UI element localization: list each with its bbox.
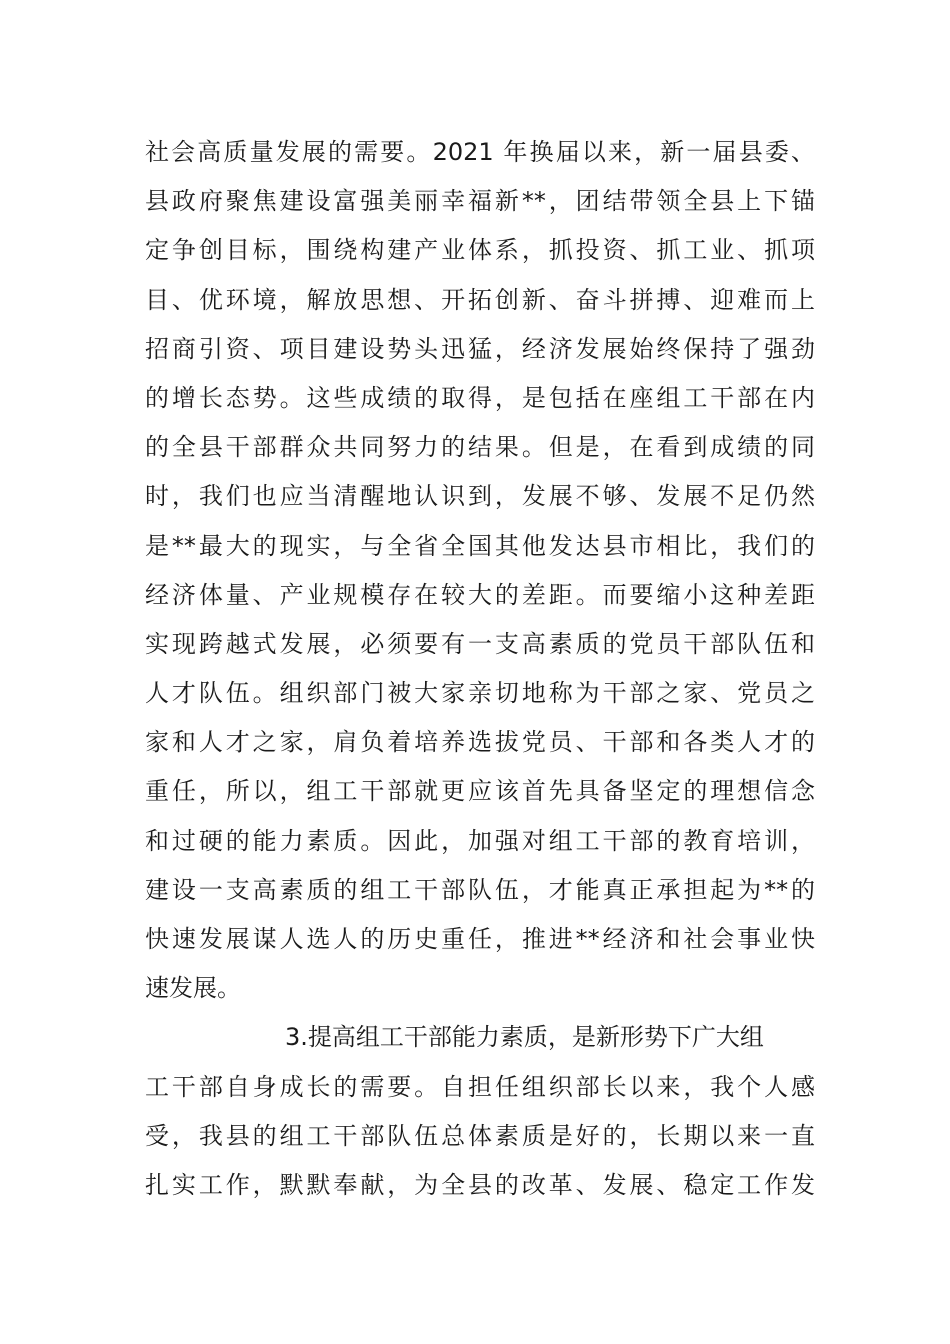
text-line: 目、优环境，解放思想、开拓创新、奋斗拼搏、迎难而上	[145, 285, 815, 314]
text-line: 受，我县的组工干部队伍总体素质是好的，长期以来一直	[145, 1121, 815, 1150]
section-heading-line: 3.提高组工干部能力素质，是新形势下广大组	[285, 1023, 764, 1052]
text-line: 和过硬的能力素质。因此，加强对组工干部的教育培训，	[145, 826, 815, 855]
text-line: 的全县干部群众共同努力的结果。但是，在看到成绩的同	[145, 433, 815, 462]
text-line: 经济体量、产业规模存在较大的差距。而要缩小这种差距	[145, 580, 815, 609]
text-line: 的增长态势。这些成绩的取得，是包括在座组工干部在内	[145, 383, 815, 412]
text-line: 招商引资、项目建设势头迅猛，经济发展始终保持了强劲	[145, 334, 815, 363]
text-line: 是**最大的现实，与全省全国其他发达县市相比，我们的	[145, 531, 815, 560]
text-line: 重任，所以，组工干部就更应该首先具备坚定的理想信念	[145, 777, 815, 806]
text-line: 快速发展谋人选人的历史重任，推进**经济和社会事业快	[145, 925, 815, 953]
text-line: 社会高质量发展的需要。2021 年换届以来，新一届县委、	[145, 138, 815, 166]
text-line: 县政府聚焦建设富强美丽幸福新**，团结带领全县上下锚	[145, 187, 815, 216]
text-line: 时，我们也应当清醒地认识到，发展不够、发展不足仍然	[145, 482, 815, 511]
text-line: 工干部自身成长的需要。自担任组织部长以来，我个人感	[145, 1072, 815, 1101]
text-line: 建设一支高素质的组工干部队伍，才能真正承担起为**的	[145, 875, 815, 904]
text-line: 人才队伍。组织部门被大家亲切地称为干部之家、党员之	[145, 679, 815, 708]
text-line: 扎实工作，默默奉献，为全县的改革、发展、稳定工作发	[145, 1170, 815, 1199]
body-text	[145, 128, 815, 1210]
text-line: 定争创目标，围绕构建产业体系，抓投资、抓工业、抓项	[145, 236, 815, 265]
text-line: 实现跨越式发展，必须要有一支高素质的党员干部队伍和	[145, 629, 815, 658]
paragraph-end-line: 速发展。	[145, 974, 241, 1003]
text-line: 家和人才之家，肩负着培养选拔党员、干部和各类人才的	[145, 728, 815, 757]
